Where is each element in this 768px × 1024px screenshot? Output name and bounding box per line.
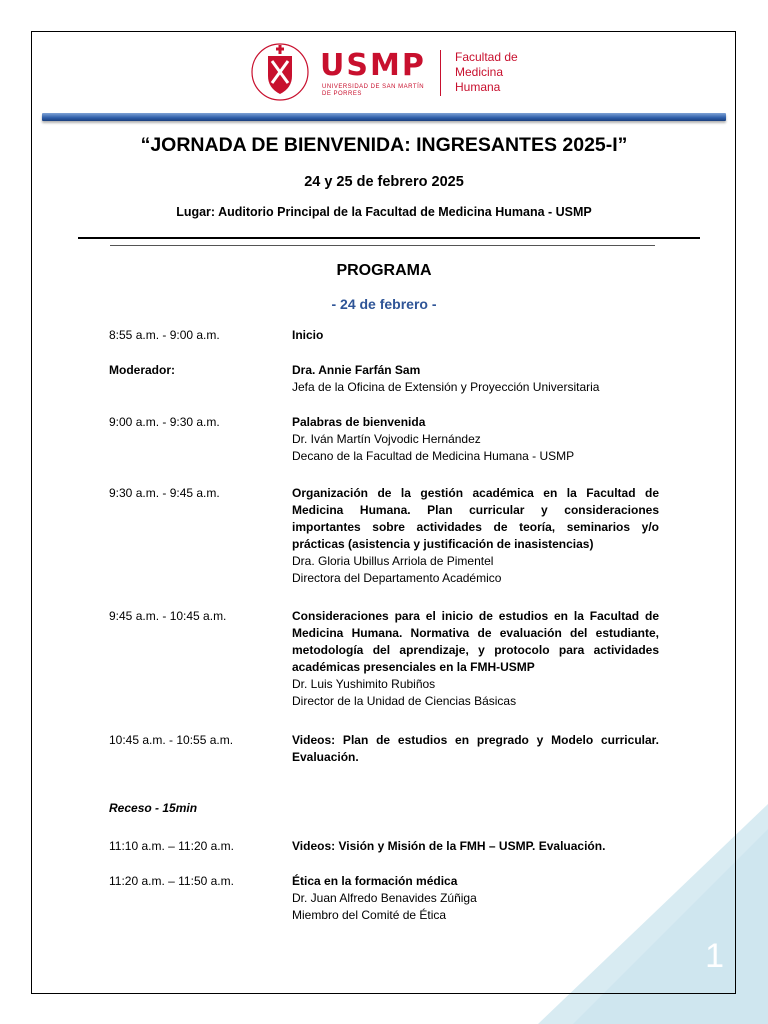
row-detail: Dr. Iván Martín Vojvodic Hernández [292,432,481,446]
row-content [292,327,659,344]
row-title: Dra. Annie Farfán Sam [292,363,421,377]
row-time: 9:45 a.m. - 10:45 a.m. [109,609,227,623]
divider-rule-thin [110,245,655,246]
row-detail: Miembro del Comité de Ética [292,908,447,922]
event-title: “JORNADA DE BIENVENIDA: INGRESANTES 2025-I” [140,134,628,156]
faculty-name [455,50,518,95]
page-number: 1 [705,937,724,975]
row-time: Moderador: [109,363,175,377]
row-detail: Directora del Departamento Académico [292,571,502,585]
recess-label: Receso - 15min [109,801,198,815]
row-time: 8:55 a.m. - 9:00 a.m. [109,328,220,342]
row-title: Organización de la gestión académica en la Facultad de Medicina Humana. Plan curricular y consideraciones importantes sobre actividades de teoría, seminarios y/o prácticas (asistencia y justificación de inasistencias) [292,486,659,551]
logo-divider [440,50,441,96]
row-detail: Dra. Gloria Ubillus Arriola de Pimentel [292,554,494,568]
row-content [292,732,659,766]
shield-seal-icon [250,42,310,102]
logo-wordmark: USMP [320,48,426,83]
row-detail: Director de la Unidad de Ciencias Básicas [292,694,517,708]
row-time: 9:30 a.m. - 9:45 a.m. [109,486,220,500]
row-content [292,414,659,465]
row-detail: Jefa de la Oficina de Extensión y Proyección Universitaria [292,380,600,394]
event-dates: 24 y 25 de febrero 2025 [304,174,464,190]
row-detail: Dr. Luis Yushimito Rubiños [292,677,436,691]
row-detail: Dr. Juan Alfredo Benavides Zúñiga [292,891,477,905]
row-detail: Decano de la Facultad de Medicina Humana - USMP [292,449,575,463]
row-time: 11:20 a.m. – 11:50 a.m. [109,874,234,888]
row-title: Ética en la formación médica [292,874,458,888]
row-title: Palabras de bienvenida [292,415,426,429]
row-time: 10:45 a.m. - 10:55 a.m. [109,733,234,747]
row-time: 9:00 a.m. - 9:30 a.m. [109,415,220,429]
program-heading: PROGRAMA [336,262,432,279]
usmp-logo [250,42,540,102]
row-time: 11:10 a.m. – 11:20 a.m. [109,839,234,853]
row-title: Videos: Plan de estudios en pregrado y Modelo curricular. Evaluación. [292,733,659,764]
row-content [292,485,659,587]
event-place: Lugar: Auditorio Principal de la Facultad de Medicina Humana - USMP [176,205,592,219]
row-title: Consideraciones para el inicio de estudios en la Facultad de Medicina Humana. Normativa de evaluación del estudiante, metodología del aprendizaje, y protocolo para actividades académicas presenciales en la FMH-USMP [292,609,659,674]
divider-rule [78,237,700,239]
faculty-line-2: Medicina [455,65,504,79]
faculty-line-3: Humana [455,80,501,94]
day-heading: - 24 de febrero - [331,296,437,312]
row-content [292,838,659,855]
row-title: Videos: Visión y Misión de la FMH – USMP. Evaluación. [292,839,606,853]
row-title: Inicio [292,328,324,342]
logo-university-name: UNIVERSIDAD DE SAN MARTÍN DE PORRES [322,84,425,97]
row-content [292,608,659,710]
header-blue-bar [42,113,726,121]
faculty-line-1: Facultad de [455,50,518,64]
row-content [292,362,659,396]
row-content [292,873,659,924]
